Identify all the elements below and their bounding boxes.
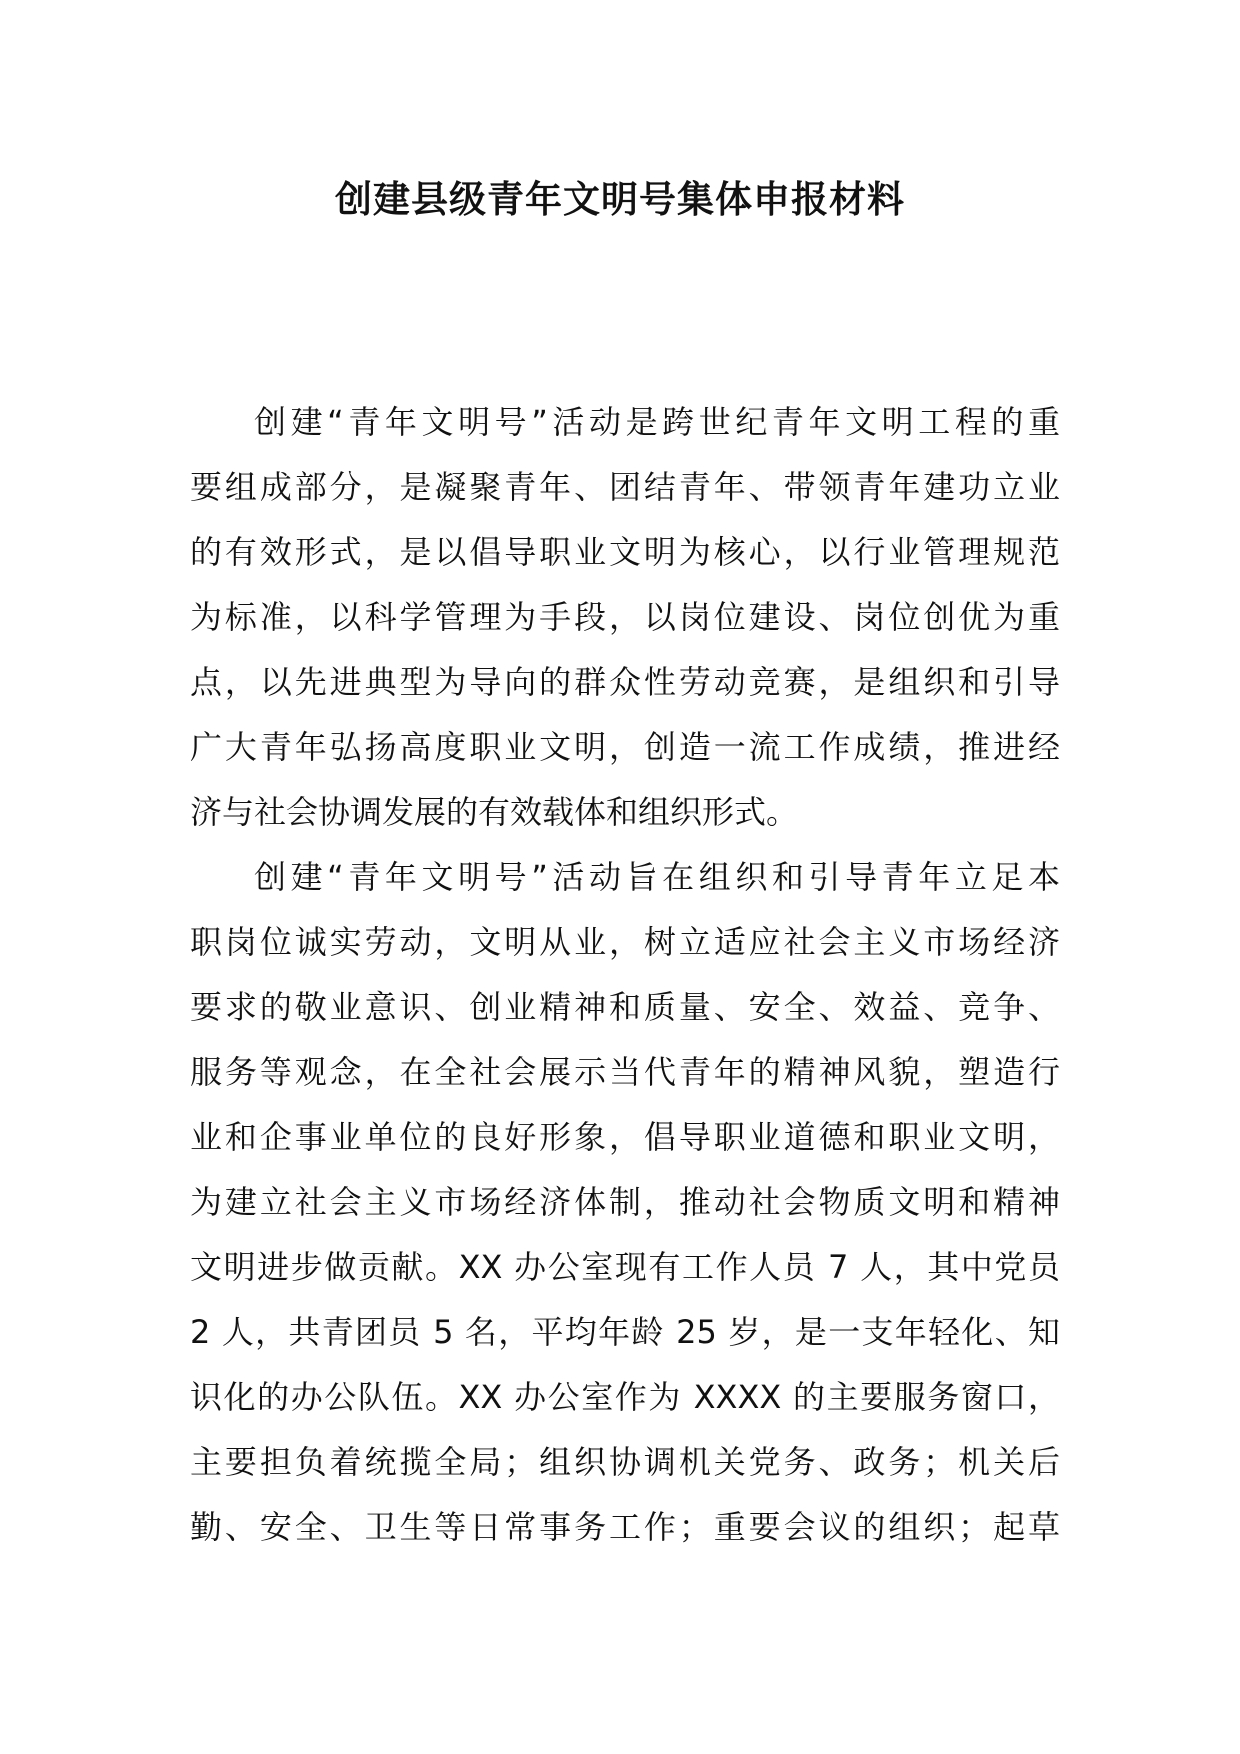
paragraph-line: 要求的敬业意识、创业精神和质量、安全、效益、竞争、 [190,988,1060,1026]
paragraph-line: 为标准，以科学管理为手段，以岗位建设、岗位创优为重 [190,598,1060,636]
paragraph-line: 济与社会协调发展的有效载体和组织形式。 [190,793,799,831]
paragraph-line: 主要担负着统揽全局；组织协调机关党务、政务；机关后 [190,1443,1060,1481]
paragraph-line: 创建“青年文明号”活动是跨世纪青年文明工程的重 [254,403,1060,441]
paragraph-line: 为建立社会主义市场经济体制，推动社会物质文明和精神 [190,1183,1060,1221]
paragraph-line: 创建“青年文明号”活动旨在组织和引导青年立足本 [254,858,1060,896]
paragraph-line: 识化的办公队伍。XX 办公室作为 XXXX 的主要服务窗口， [190,1378,1060,1416]
paragraph-line: 点，以先进典型为导向的群众性劳动竞赛，是组织和引导 [190,663,1060,701]
paragraph-line: 勤、安全、卫生等日常事务工作；重要会议的组织；起草 [190,1508,1060,1546]
document-body [190,390,1060,1560]
paragraph-line: 业和企事业单位的良好形象，倡导职业道德和职业文明， [190,1118,1060,1156]
paragraph-2 [190,845,1060,1560]
paragraph-line: 广大青年弘扬高度职业文明，创造一流工作成绩，推进经 [190,728,1060,766]
paragraph-line: 要组成部分，是凝聚青年、团结青年、带领青年建功立业 [190,468,1060,506]
document-title: 创建县级青年文明号集体申报材料 [335,178,905,221]
paragraph-line: 职岗位诚实劳动，文明从业，树立适应社会主义市场经济 [190,923,1060,961]
paragraph-line: 文明进步做贡献。XX 办公室现有工作人员 7 人，其中党员 [190,1248,1060,1286]
paragraph-1 [190,390,1060,845]
paragraph-line: 服务等观念，在全社会展示当代青年的精神风貌，塑造行 [190,1053,1060,1091]
paragraph-line: 的有效形式，是以倡导职业文明为核心，以行业管理规范 [190,533,1060,571]
paragraph-line: 2 人，共青团员 5 名，平均年龄 25 岁，是一支年轻化、知 [190,1313,1060,1351]
